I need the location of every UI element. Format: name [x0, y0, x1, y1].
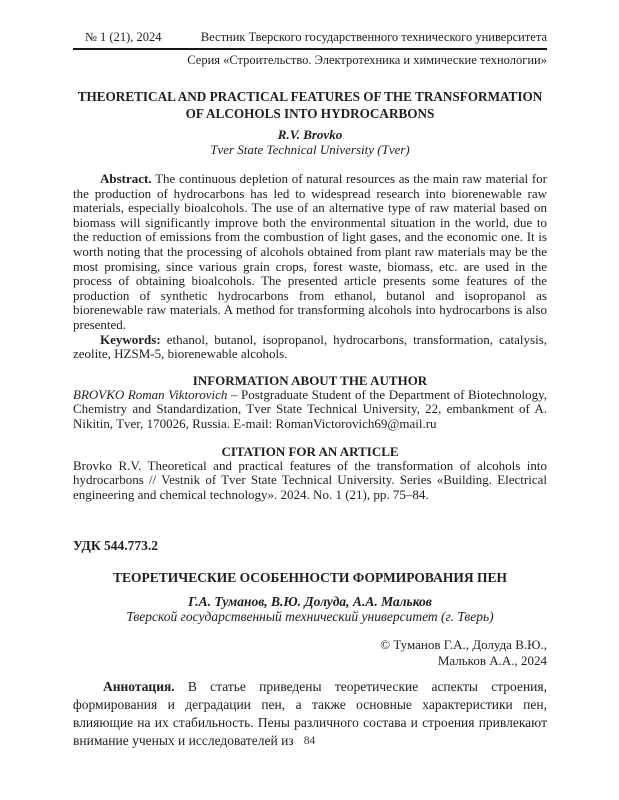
abstract-text: The continuous depletion of natural resources as the main raw material for the production of hydrocarbons has led to widespread research into biorenewable raw materials, especially bioalcohols. The use of an alternative type of raw material based on biomass will significantly improve both the environmental situation in the world, due to the reduction of emissions from the combustion of light gases, and the economic one. It is worth noting that the processing of alcohols obtained from plant raw materials may be the most promising, since various grain crops, forest waste, biomass, etc. are used in the process of obtaining bioalcohols. The presented article presents some features of the production of synthetic hydrocarbons from ethanol, butanol and isopropanol as biorenewable raw materials. A method for transforming alcohols into hydrocarbons is also presented.: [73, 171, 547, 332]
author-name-en: R.V. Brovko: [277, 127, 343, 142]
author-info-name: BROVKO Roman Viktorovich: [73, 386, 228, 402]
udc-code: УДК 544.773.2: [73, 538, 158, 554]
citation-paragraph: Brovko R.V. Theoretical and practical features of the transformation of alcohols into hydrocarbons // Vestnik of Tver State Technical University. Series «Building. Electrical engineering and chemical technology». 2024. No. 1 (21), pp. 75–84.: [73, 457, 547, 502]
abstract-label: Abstract.: [100, 171, 152, 186]
affiliation-en: Tver State Technical University (Tver): [210, 142, 410, 157]
annotation-text: В статье приведены теоретические аспекты строения, формирования и деградации пен, а также основные характеристики пен, влияющие на их стабильность. Пены различного состава и строения привлекают внимание ученых и исследователей из: [73, 679, 547, 749]
page-footer: [0, 735, 619, 747]
series-title: Серия «Строительство. Электротехника и химические технологии»: [187, 53, 547, 67]
citation-heading: CITATION FOR AN ARTICLE: [221, 443, 399, 459]
keywords-paragraph: [73, 333, 547, 362]
header-row: [73, 30, 547, 45]
header-rule: [73, 48, 547, 50]
issue-number: № 1 (21), 2024: [85, 30, 162, 44]
affiliation-ru: Тверской государственный технический университет (г. Тверь): [126, 609, 494, 625]
abstract-paragraph: [73, 172, 547, 333]
article-russian: [73, 538, 547, 750]
article-title-en-line2: OF ALCOHOLS INTO HYDROCARBONS: [185, 106, 435, 121]
article-title-en: [73, 88, 547, 122]
journal-title: Вестник Тверского государственного технического университета: [200, 30, 547, 44]
authors-ru: Г.А. Туманов, В.Ю. Долуда, А.А. Мальков: [188, 594, 432, 610]
author-info-paragraph: [73, 388, 547, 432]
article-title-en-line1: THEORETICAL AND PRACTICAL FEATURES OF THE TRANSFORMATION: [77, 89, 543, 104]
article-english: [73, 88, 547, 502]
copyright-line-2: Мальков А.А., 2024: [437, 653, 547, 669]
author-info-text: – Postgraduate Student of the Department of Biotechnology, Chemistry and Standardization, Tver State Technical University, 22, embankment of A. Nikitin, Tver, 170026, Russia. E-mail: RomanVictorovich69@mail.ru: [73, 386, 547, 431]
article-title-ru: ТЕОРЕТИЧЕСКИЕ ОСОБЕННОСТИ ФОРМИРОВАНИЯ ПЕН: [113, 570, 507, 586]
copyright-line-1: © Туманов Г.А., Долуда В.Ю.,: [380, 637, 547, 653]
keywords-text: ethanol, butanol, isopropanol, hydrocarbons, transformation, catalysis, zeolite, HZSM-5, biorenewable alcohols.: [73, 331, 548, 362]
page-number: 84: [303, 735, 316, 747]
annotation-label: Аннотация.: [103, 679, 175, 695]
copyright-notice: [73, 637, 547, 669]
keywords-label: Keywords:: [100, 331, 161, 347]
page-header: [73, 30, 547, 68]
author-info-heading: INFORMATION ABOUT THE AUTHOR: [192, 372, 428, 388]
